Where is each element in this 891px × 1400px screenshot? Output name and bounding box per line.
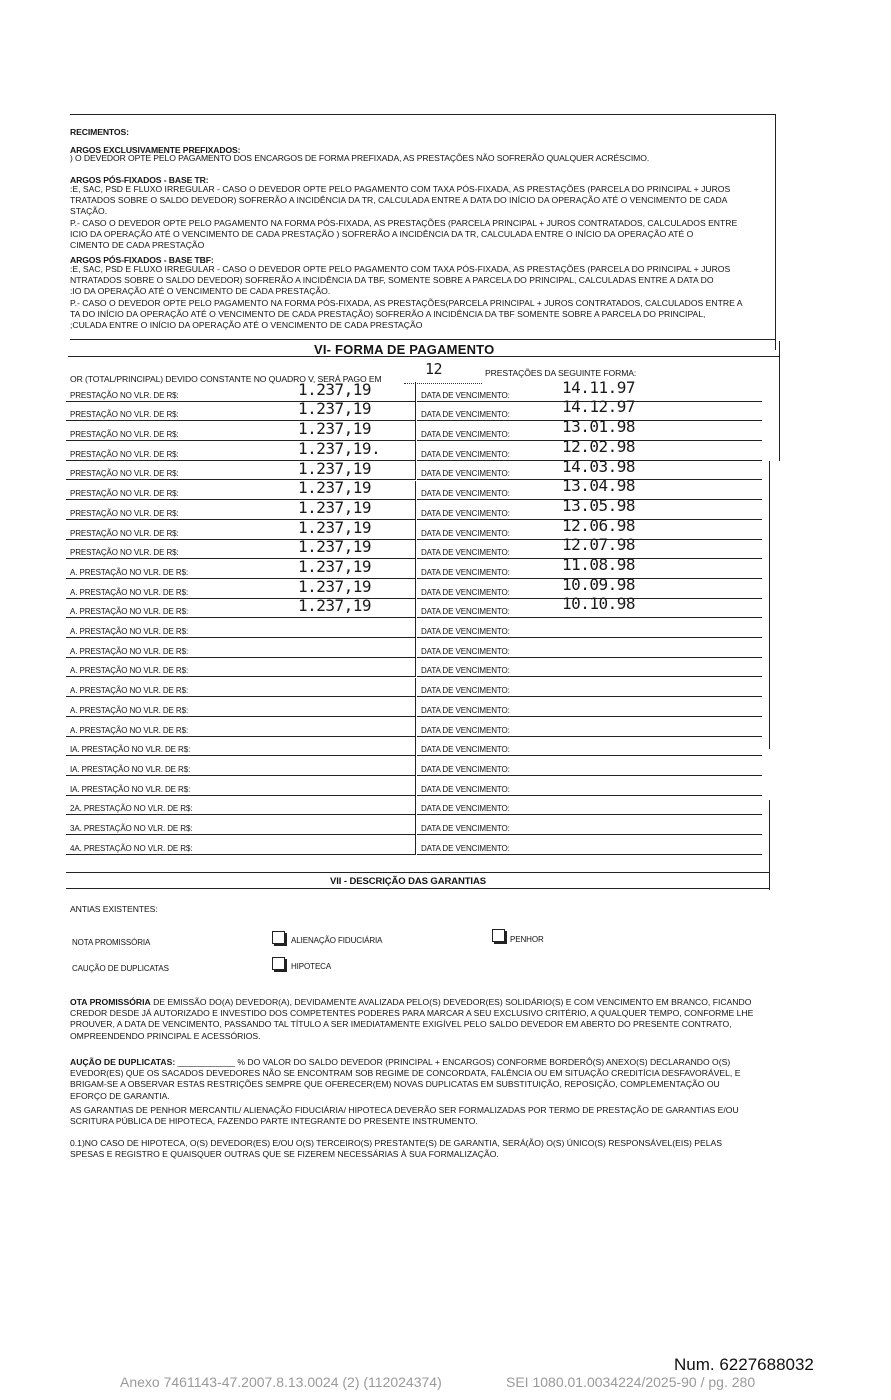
table-row — [66, 638, 762, 658]
formalizacao-line: AS GARANTIAS DE PENHOR MERCANTIL/ ALIENAÇÃO FIDUCIÁRIA/ HIPOTECA DEVERÃO SER FORMALIZADAS POR TERMO DE PRESTAÇÃO DE GARANTIAS E/OU — [70, 1105, 739, 1115]
row-divider — [415, 461, 416, 481]
row-label: 4A. PRESTAÇÃO NO VLR. DE R$: — [70, 843, 193, 853]
row-date-label: DATA DE VENCIMENTO: — [421, 508, 510, 518]
row-divider — [415, 756, 416, 776]
row-divider — [415, 599, 416, 619]
row-label: 3A. PRESTAÇÃO NO VLR. DE R$: — [70, 824, 193, 834]
table-row — [66, 535, 762, 560]
caucao-line: ____________ % DO VALOR DO SALDO DEVEDOR (PRINCIPAL + ENCARGOS) CONFORME BORDERÔ(S) ANEXO(S) DECLARANDO O(S) — [175, 1057, 731, 1067]
row-divider — [415, 815, 416, 835]
row-label: A. PRESTAÇÃO NO VLR. DE R$: — [70, 666, 189, 676]
table-row — [66, 456, 762, 481]
formalizacao-line: SCRITURA PÚBLICA DE HIPOTECA, FAZENDO PARTE INTEGRANTE DO PRESENTE INSTRUMENTO. — [70, 1116, 478, 1127]
row-underline-right — [417, 854, 762, 855]
row-date-value: 12.07.98 — [562, 535, 636, 555]
row-value: 1.237,19 — [298, 458, 372, 478]
row-date-label: DATA DE VENCIMENTO: — [421, 686, 510, 696]
row-date-label: DATA DE VENCIMENTO: — [421, 390, 510, 400]
hipoteca-label: HIPOTECA — [291, 962, 332, 971]
caucao-paragraph — [70, 1057, 740, 1102]
table-row — [66, 717, 762, 737]
tbf-line: :E, SAC, PSD E FLUXO IRREGULAR - CASO O DEVEDOR OPTE PELO PAGAMENTO COM TAXA PÓS-FIXADA, AS PRESTAÇÕES (PARCELA DO PRINCIPAL + JUROS — [70, 264, 731, 274]
row-date-value: 13.01.98 — [562, 417, 636, 437]
row-date-value: 12.06.98 — [562, 515, 636, 535]
row-divider — [415, 678, 416, 698]
row-date-value: 14.03.98 — [562, 456, 636, 476]
row-label: IA. PRESTAÇÃO NO VLR. DE R$: — [70, 764, 191, 774]
nota-bold: OTA PROMISSÓRIA — [70, 997, 151, 1007]
tbf-paragraph — [70, 264, 742, 331]
row-date-label: DATA DE VENCIMENTO: — [421, 410, 510, 420]
row-value: 1.237,19 — [298, 596, 372, 616]
tbf-title: ARGOS PÓS-FIXADOS - BASE TBF: — [70, 255, 214, 265]
row-date-label: DATA DE VENCIMENTO: — [421, 469, 510, 479]
row-date-label: DATA DE VENCIMENTO: — [421, 627, 510, 637]
prefixados-text: ) O DEVEDOR OPTE PELO PAGAMENTO DOS ENCARGOS DE FORMA PREFIXADA, AS PRESTAÇÕES NÃO SOFRERÃO QUALQUER ACRÉSCIMO. — [70, 153, 650, 163]
row-label: PRESTAÇÃO NO VLR. DE R$: — [70, 430, 179, 440]
row-value: 1.237,19 — [298, 497, 372, 517]
row-label: A. PRESTAÇÃO NO VLR. DE R$: — [70, 587, 189, 597]
table-row — [66, 796, 762, 816]
hipoteca-line: 0.1)NO CASO DE HIPOTECA, O(S) DEVEDOR(ES) E/OU O(S) TERCEIRO(S) PRESTANTE(S) DE GARANTIA, SERÁ(ÃO) O(S) ÚNICO(S) RESPONSÁVEL(EIS) PELAS — [70, 1138, 722, 1148]
table-row — [66, 417, 762, 441]
row-date-label: DATA DE VENCIMENTO: — [421, 548, 510, 558]
right-border-top — [775, 114, 776, 350]
row-date-value: 13.04.98 — [562, 476, 636, 496]
row-label: PRESTAÇÃO NO VLR. DE R$: — [70, 548, 179, 558]
row-label: PRESTAÇÃO NO VLR. DE R$: — [70, 469, 179, 479]
caucao-label: CAUÇÃO DE DUPLICATAS — [72, 964, 169, 973]
row-date-label: DATA DE VENCIMENTO: — [421, 430, 510, 440]
table-row — [66, 815, 762, 835]
tr-line: STAÇÃO. — [70, 206, 108, 217]
table-row — [66, 495, 762, 520]
row-divider — [415, 382, 416, 402]
row-label: PRESTAÇÃO NO VLR. DE R$: — [70, 508, 179, 518]
row-date-label: DATA DE VENCIMENTO: — [421, 449, 510, 459]
row-value: 1.237,19 — [298, 557, 372, 576]
penhor-checkbox[interactable] — [492, 929, 505, 942]
row-divider — [415, 796, 416, 816]
row-divider — [415, 441, 416, 461]
row-date-value: 10.10.98 — [562, 594, 636, 614]
document-number: Num. 6227688032 — [674, 1355, 814, 1374]
nota-line: OMPREENDENDO PRINCIPAL E ACESSÓRIOS. — [70, 1030, 261, 1041]
tr-line: CIMENTO DE CADA PRESTAÇÃO — [70, 240, 205, 251]
pagamento-intro-right: PRESTAÇÕES DA SEGUINTE FORMA: — [485, 368, 637, 378]
row-divider — [415, 540, 416, 560]
table-row — [66, 776, 762, 796]
table-row — [66, 678, 762, 698]
table-row — [66, 436, 762, 461]
row-date-label: DATA DE VENCIMENTO: — [421, 528, 510, 538]
row-date-label: DATA DE VENCIMENTO: — [421, 725, 510, 735]
row-date-value: 11.08.98 — [562, 555, 636, 574]
row-divider — [415, 737, 416, 757]
row-date-label: DATA DE VENCIMENTO: — [421, 489, 510, 499]
hipoteca-line: SPESAS E REGISTRO E QUAISQUER OUTRAS QUE SE FIZEREM NECESSÁRIAS À SUA FORMALIZAÇÃO. — [70, 1149, 499, 1160]
right-border-mid — [779, 341, 780, 461]
row-label: A. PRESTAÇÃO NO VLR. DE R$: — [70, 705, 189, 715]
table-row — [66, 574, 762, 599]
table-row — [66, 697, 762, 717]
hipoteca-checkbox[interactable] — [272, 957, 285, 970]
row-value: 1.237,19 — [298, 478, 372, 498]
row-value: 1.237,19 — [298, 517, 372, 537]
row-date-label: DATA DE VENCIMENTO: — [421, 607, 510, 617]
tr-line: P.- CASO O DEVEDOR OPTE PELO PAGAMENTO NA FORMA PÓS-FIXADA, AS PRESTAÇÕES (PARCELA PRINCIPAL + JUROS CONTRATADOS, CALCULADOS ENTRE — [70, 217, 738, 228]
caucao-bold: AUÇÃO DE DUPLICATAS: — [70, 1057, 176, 1067]
table-row — [66, 397, 762, 422]
row-date-label: DATA DE VENCIMENTO: — [421, 666, 510, 676]
garantias-title: VII - DESCRIÇÃO DAS GARANTIAS — [330, 876, 486, 887]
row-divider — [415, 658, 416, 678]
section-header: RECIMENTOS: — [70, 127, 129, 137]
row-value: 1.237,19 — [298, 576, 372, 596]
tbf-line: NTRATADOS SOBRE O SALDO DEVEDOR) SOFRERÃO A INCIDÊNCIA DA TBF, SOMENTE SOBRE A PARCELA DO PRINCIPAL, CALCULADAS ENTRE A DATA DO — [70, 275, 714, 286]
top-border — [70, 114, 776, 115]
row-label: A. PRESTAÇÃO NO VLR. DE R$: — [70, 567, 189, 577]
row-value: 1.237,19 — [298, 399, 372, 419]
caucao-line: EFORÇO DE GARANTIA. — [70, 1090, 170, 1101]
row-value: 1.237,19. — [298, 438, 381, 458]
table-row — [66, 476, 762, 501]
row-date-label: DATA DE VENCIMENTO: — [421, 843, 510, 853]
row-divider — [415, 717, 416, 737]
pagamento-intro-left: OR (TOTAL/PRINCIPAL) DEVIDO CONSTANTE NO QUADRO V, SERÁ PAGO EM — [70, 374, 382, 384]
row-label: IA. PRESTAÇÃO NO VLR. DE R$: — [70, 745, 191, 755]
row-label: PRESTAÇÃO NO VLR. DE R$: — [70, 528, 179, 538]
row-label: PRESTAÇÃO NO VLR. DE R$: — [70, 449, 179, 459]
row-divider — [415, 638, 416, 658]
row-label: IA. PRESTAÇÃO NO VLR. DE R$: — [70, 784, 191, 794]
table-row — [66, 737, 762, 757]
row-label: A. PRESTAÇÃO NO VLR. DE R$: — [70, 607, 189, 617]
row-date-value: 14.12.97 — [562, 397, 636, 417]
row-label: A. PRESTAÇÃO NO VLR. DE R$: — [70, 646, 189, 656]
table-row — [66, 618, 762, 638]
anexo-reference: Anexo 7461143-47.2007.8.13.0024 (2) (112024374) — [120, 1374, 442, 1390]
tbf-line: ;CULADA ENTRE O INÍCIO DA OPERAÇÃO ATÉ O VENCIMENTO DE CADA PRESTAÇÃO — [70, 320, 423, 331]
row-label: PRESTAÇÃO NO VLR. DE R$: — [70, 390, 179, 400]
nota-promissoria-label: NOTA PROMISSÓRIA — [72, 938, 151, 947]
row-divider — [415, 481, 416, 501]
garantias-formalizacao-paragraph — [70, 1105, 739, 1127]
row-value: 1.237,19 — [298, 379, 372, 399]
tr-title: ARGOS PÓS-FIXADOS - BASE TR: — [70, 175, 209, 185]
table-row — [66, 658, 762, 678]
right-border-lower — [769, 461, 770, 749]
row-underline-left — [66, 854, 415, 855]
row-date-label: DATA DE VENCIMENTO: — [421, 705, 510, 715]
tr-line: :E, SAC, PSD E FLUXO IRREGULAR - CASO O DEVEDOR OPTE PELO PAGAMENTO COM TAXA PÓS-FIXADA, AS PRESTAÇÕES (PARCELA DO PRINCIPAL + JUROS — [70, 184, 731, 194]
row-label: A. PRESTAÇÃO NO VLR. DE R$: — [70, 627, 189, 637]
penhor-label: PENHOR — [510, 935, 544, 944]
tr-line: ICIO DA OPERAÇÃO ATÉ O VENCIMENTO DE CADA PRESTAÇÃO ) SOFRERÃO A INCIDÊNCIA DA TR, CALCULADA ENTRE O INÍCIO DA OPERAÇÃO ATÉ O — [70, 228, 694, 239]
garantias-top-line — [66, 872, 770, 873]
row-divider — [415, 579, 416, 599]
row-date-label: DATA DE VENCIMENTO: — [421, 764, 510, 774]
row-label: A. PRESTAÇÃO NO VLR. DE R$: — [70, 686, 189, 696]
caucao-line: BRIGAM-SE A OBSERVAR ESTAS RESTRIÇÕES SEMPRE QUE OFERECER(EM) NOVAS DUPLICATAS EM SUBSTITUIÇÃO, REPOSIÇÃO, COMPLEMENTAÇÃO OU — [70, 1079, 720, 1090]
alienacao-label: ALIENAÇÃO FIDUCIÁRIA — [291, 936, 383, 945]
row-label: PRESTAÇÃO NO VLR. DE R$: — [70, 489, 179, 499]
section-divider-1 — [70, 339, 776, 340]
table-row — [66, 594, 762, 619]
row-value: 1.237,19 — [298, 419, 372, 439]
row-date-label: DATA DE VENCIMENTO: — [421, 646, 510, 656]
table-row — [66, 835, 762, 855]
tr-line: TRATADOS SOBRE O SALDO DEVEDOR) SOFRERÃO A INCIDÊNCIA DA TR, CALCULADA ENTRE A DATA DO INÍCIO DA OPERAÇÃO ATÉ O VENCIMENTO DE CADA — [70, 195, 728, 206]
num-prestacoes: 12 — [425, 360, 443, 378]
row-date-label: DATA DE VENCIMENTO: — [421, 587, 510, 597]
garantias-title-line — [66, 888, 770, 889]
row-date-value: 13.05.98 — [562, 495, 636, 515]
prefixados-title: ARGOS EXCLUSIVAMENTE PREFIXADOS: — [70, 145, 241, 155]
row-date-label: DATA DE VENCIMENTO: — [421, 784, 510, 794]
table-row — [66, 756, 762, 776]
row-divider — [415, 402, 416, 422]
sei-reference: SEI 1080.01.0034224/2025-90 / pg. 280 — [506, 1374, 756, 1390]
alienacao-checkbox[interactable] — [272, 931, 285, 944]
row-date-value: 12.02.98 — [562, 436, 636, 456]
row-divider — [415, 421, 416, 441]
row-divider — [415, 500, 416, 520]
row-date-label: DATA DE VENCIMENTO: — [421, 745, 510, 755]
row-divider — [415, 559, 416, 579]
row-date-label: DATA DE VENCIMENTO: — [421, 804, 510, 814]
right-border-bottom — [769, 800, 770, 890]
row-date-label: DATA DE VENCIMENTO: — [421, 824, 510, 834]
table-row — [66, 555, 762, 579]
caucao-line: EVEDOR(ES) QUE OS SACADOS DEVEDORES NÃO SE ENCONTRAM SOB REGIME DE CONCORDATA, FALÊNCIA OU EM SITUAÇÃO CREDITÍCIA DESFAVORÁVEL, E — [70, 1068, 741, 1079]
row-label: 2A. PRESTAÇÃO NO VLR. DE R$: — [70, 804, 193, 814]
nota-line: PROUVER, A DATA DE VENCIMENTO, PASSANDO TAL TÍTULO A SER IMEDIATAMENTE EXIGÍVEL PELO SALDO DEVEDOR EM ABERTO DO PRESENTE CONTRATO, — [70, 1019, 732, 1030]
row-date-label: DATA DE VENCIMENTO: — [421, 567, 510, 577]
pagamento-title: VI- FORMA DE PAGAMENTO — [314, 342, 495, 357]
row-label: A. PRESTAÇÃO NO VLR. DE R$: — [70, 725, 189, 735]
nota-line: DE EMISSÃO DO(A) DEVEDOR(A), DEVIDAMENTE AVALIZADA PELO(S) DEVEDOR(ES) SOLIDÁRIO(S) E COM VENCIMENTO EM BRANCO, FICANDO — [150, 997, 752, 1007]
row-divider — [415, 697, 416, 717]
row-divider — [415, 520, 416, 540]
tbf-line: TA DO INÍCIO DA OPERAÇÃO ATÉ O VENCIMENTO DE CADA PRESTAÇÃO) SOFRERÃO A INCIDÊNCIA DA TBF SOMENTE SOBRE A PARCELA DO PRINCIPAL, — [70, 308, 706, 319]
row-divider — [415, 618, 416, 638]
hipoteca-paragraph — [70, 1138, 722, 1160]
garantias-existentes: ANTIAS EXISTENTES: — [70, 904, 158, 914]
tbf-line: P.- CASO O DEVEDOR OPTE PELO PAGAMENTO NA FORMA PÓS-FIXADA, AS PRESTAÇÕES(PARCELA PRINCIPAL + JUROS CONTRATADOS, CALCULADOS ENTRE A — [70, 297, 743, 308]
row-divider — [415, 776, 416, 796]
row-value: 1.237,19 — [298, 537, 372, 557]
tbf-line: :IO DA OPERAÇÃO ATÉ O VENCIMENTO DE CADA PRESTAÇÃO. — [70, 286, 331, 297]
tr-paragraph — [70, 184, 737, 251]
nota-line: CREDOR DESDE JÁ AUTORIZADO E INVESTIDO DOS COMPETENTES PODERES PARA MARCAR A SEU EXCLUSIVO CRITÉRIO, A QUALQUER TEMPO, CONFORME LHE — [70, 1008, 754, 1019]
table-row — [66, 515, 762, 540]
row-divider — [415, 835, 416, 855]
row-label: PRESTAÇÃO NO VLR. DE R$: — [70, 410, 179, 420]
row-date-value: 10.09.98 — [562, 574, 636, 594]
nota-promissoria-paragraph — [70, 997, 753, 1042]
row-date-value: 14.11.97 — [562, 377, 636, 397]
